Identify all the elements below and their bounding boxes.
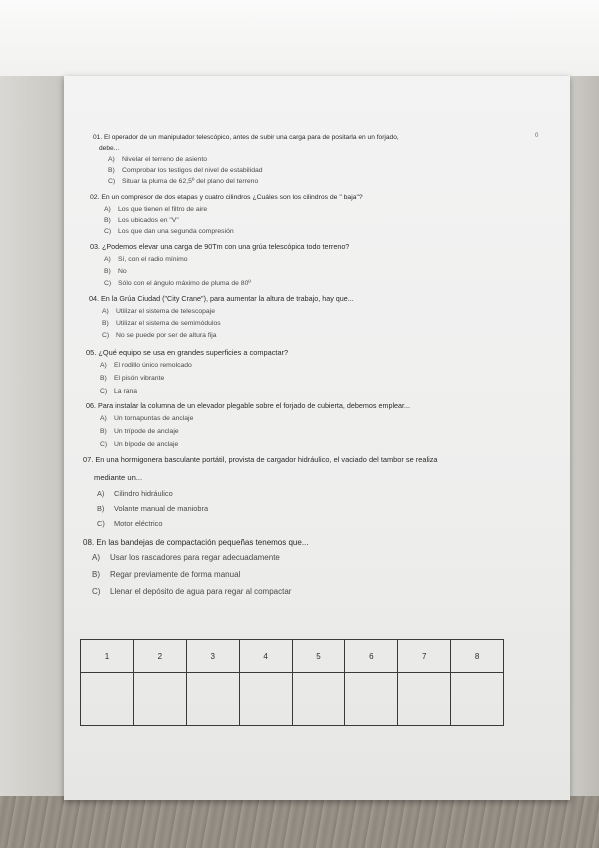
question-4-option-c: C) No se puede por ser de altura fija (102, 332, 217, 339)
question-4-option-a: A) Utilizar el sistema de telescopaje (102, 308, 215, 315)
answer-grid (80, 639, 504, 726)
question-7-option-c: C) Motor eléctrico (97, 519, 163, 528)
question-6-option-c: C) Un bípode de anclaje (100, 441, 179, 448)
background-desk-top (0, 0, 599, 76)
answer-cell (81, 673, 134, 726)
question-4-option-b: B) Utilizar el sistema de semimódulos (102, 320, 221, 327)
wooden-table-edge (0, 796, 599, 848)
exam-sheet (64, 76, 570, 800)
answer-grid-header-cell: 2 (133, 640, 186, 673)
question-3-option-c: C) Sólo con el ángulo máximo de pluma de 80º (104, 280, 251, 287)
question-7-option-b: B) Volante manual de maniobra (97, 504, 209, 513)
question-1-title-line1: 01. El operador de un manipulador telescópico, antes de subir una carga para de positarla en un forjado, (93, 134, 399, 141)
question-6-option-b: B) Un trípode de anclaje (100, 428, 179, 435)
answer-grid-header-cell: 7 (398, 640, 451, 673)
answer-cell (186, 673, 239, 726)
question-8-option-c: C) Llenar el depósito de agua para regar al compactar (92, 587, 292, 596)
answer-grid-header-cell: 4 (239, 640, 292, 673)
question-8-option-a: A) Usar los rascadores para regar adecuadamente (92, 553, 280, 562)
answer-grid-header-cell: 8 (451, 640, 504, 673)
question-8-title: 08. En las bandejas de compactación pequeñas tenemos que... (83, 538, 309, 547)
question-1-option-c: C) Situar la pluma de 62,5º del plano del terreno (108, 178, 259, 185)
question-2-option-c: C) Los que dan una segunda compresión (104, 228, 234, 235)
question-1-option-a: A) Nivelar el terreno de asiento (108, 156, 208, 163)
question-1-option-b: B) Comprobar los testigos del nivel de estabilidad (108, 167, 263, 174)
answer-grid-header-cell: 1 (81, 640, 134, 673)
question-5-option-c: C) La rana (100, 388, 138, 395)
answer-grid-answer-row (81, 673, 504, 726)
question-5-option-a: A) El rodillo único remolcado (100, 362, 192, 369)
answer-cell (239, 673, 292, 726)
question-3-title: 03. ¿Podemos elevar una carga de 90Tm con una grúa telescópica todo terreno? (90, 242, 350, 251)
answer-cell (345, 673, 398, 726)
question-8-option-b: B) Regar previamente de forma manual (92, 570, 241, 579)
answer-cell (398, 673, 451, 726)
question-5-option-b: B) El pisón vibrante (100, 375, 165, 382)
answer-cell (133, 673, 186, 726)
question-6-option-a: A) Un tornapuntas de anclaje (100, 415, 194, 422)
background-desk-right (568, 76, 599, 798)
question-1-title-line2: debe... (99, 145, 120, 152)
edge-mark: 0 (535, 133, 539, 139)
question-4-title: 04. En la Grúa Ciudad ("City Crane"), para aumentar la altura de trabajo, hay que... (89, 294, 354, 303)
answer-cell (451, 673, 504, 726)
answer-cell (292, 673, 345, 726)
question-6-title: 06. Para instalar la columna de un elevador plegable sobre el forjado de cubierta, debemos emplear... (86, 401, 411, 410)
question-3-option-b: B) No (104, 268, 127, 275)
answer-grid-header-row (81, 640, 504, 673)
question-2-option-b: B) Los ubicados en "V" (104, 217, 179, 224)
question-3-option-a: A) Sí, con el radio mínimo (104, 256, 188, 263)
answer-grid-header-cell: 5 (292, 640, 345, 673)
question-7-option-a: A) Cilindro hidráulico (97, 489, 173, 498)
question-7-title-line2: mediante un... (94, 473, 143, 482)
background-desk-left (0, 76, 64, 798)
question-5-title: 05. ¿Qué equipo se usa en grandes superficies a compactar? (86, 348, 289, 357)
question-7-title-line1: 07. En una hormigonera basculante portátil, provista de cargador hidráulico, el vaciado del tambor se realiza (83, 455, 438, 464)
question-2-option-a: A) Los que tienen el filtro de aire (104, 206, 208, 213)
question-2-title: 02. En un compresor de dos etapas y cuatro cilindros ¿Cuáles son los cilindros de " baja"? (90, 194, 363, 201)
answer-grid-header-cell: 3 (186, 640, 239, 673)
answer-grid-header-cell: 6 (345, 640, 398, 673)
